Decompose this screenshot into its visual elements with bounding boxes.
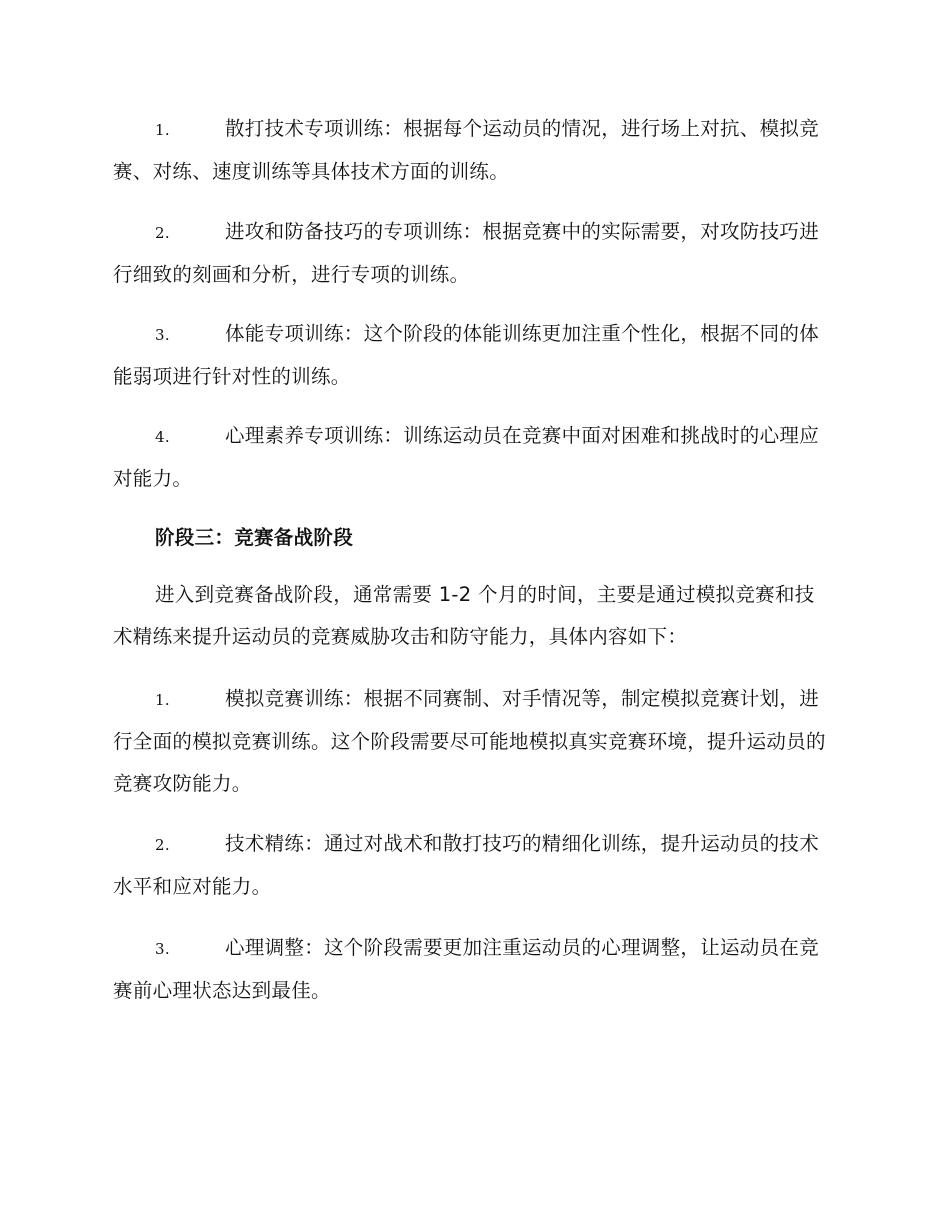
list-item: [113, 313, 833, 398]
list-item: [113, 415, 833, 500]
section-heading-block: [113, 517, 833, 559]
list-item-text: 进攻和防备技巧的专项训练：根据竞赛中的实际需要，对攻防技巧进行细致的刻画和分析，进行专项的训练。: [113, 220, 820, 286]
list-number: 2.: [155, 836, 170, 854]
list-item-text: 技术精练：通过对战术和散打技巧的精细化训练，提升运动员的技术水平和应对能力。: [113, 832, 820, 898]
list-item: [113, 927, 833, 1012]
list-item-text: 心理调整：这个阶段需要更加注重运动员的心理调整，让运动员在竞赛前心理状态达到最佳。: [113, 936, 820, 1002]
list-number: 3.: [155, 940, 170, 958]
list-number: 2.: [155, 224, 170, 242]
list-item-text: 散打技术专项训练：根据每个运动员的情况，进行场上对抗、模拟竞赛、对练、速度训练等具体技术方面的训练。: [113, 117, 820, 183]
list-item: [113, 211, 833, 296]
list-item: [113, 108, 833, 193]
list-item-text: 心理素养专项训练：训练运动员在竞赛中面对困难和挑战时的心理应对能力。: [113, 424, 820, 490]
list-item-text: 模拟竞赛训练：根据不同赛制、对手情况等，制定模拟竞赛计划，进行全面的模拟竞赛训练。这个阶段需要尽可能地模拟真实竞赛环境，提升运动员的竞赛攻防能力。: [113, 687, 826, 795]
intro-paragraph: 进入到竞赛备战阶段，通常需要 1-2 个月的时间，主要是通过模拟竞赛和技术精练来提升运动员的竞赛威胁攻击和防守能力，具体内容如下：: [113, 583, 815, 648]
list-number: 4.: [155, 428, 170, 446]
list-number: 3.: [155, 326, 170, 344]
list-item-text: 体能专项训练：这个阶段的体能训练更加注重个性化，根据不同的体能弱项进行针对性的训练。: [113, 322, 820, 388]
intro-paragraph-block: [113, 574, 833, 658]
list-item: [113, 678, 833, 805]
list-item: [113, 823, 833, 908]
section-heading: 阶段三：竞赛备战阶段: [155, 526, 354, 549]
list-number: 1.: [155, 691, 170, 709]
list-number: 1.: [155, 121, 170, 139]
